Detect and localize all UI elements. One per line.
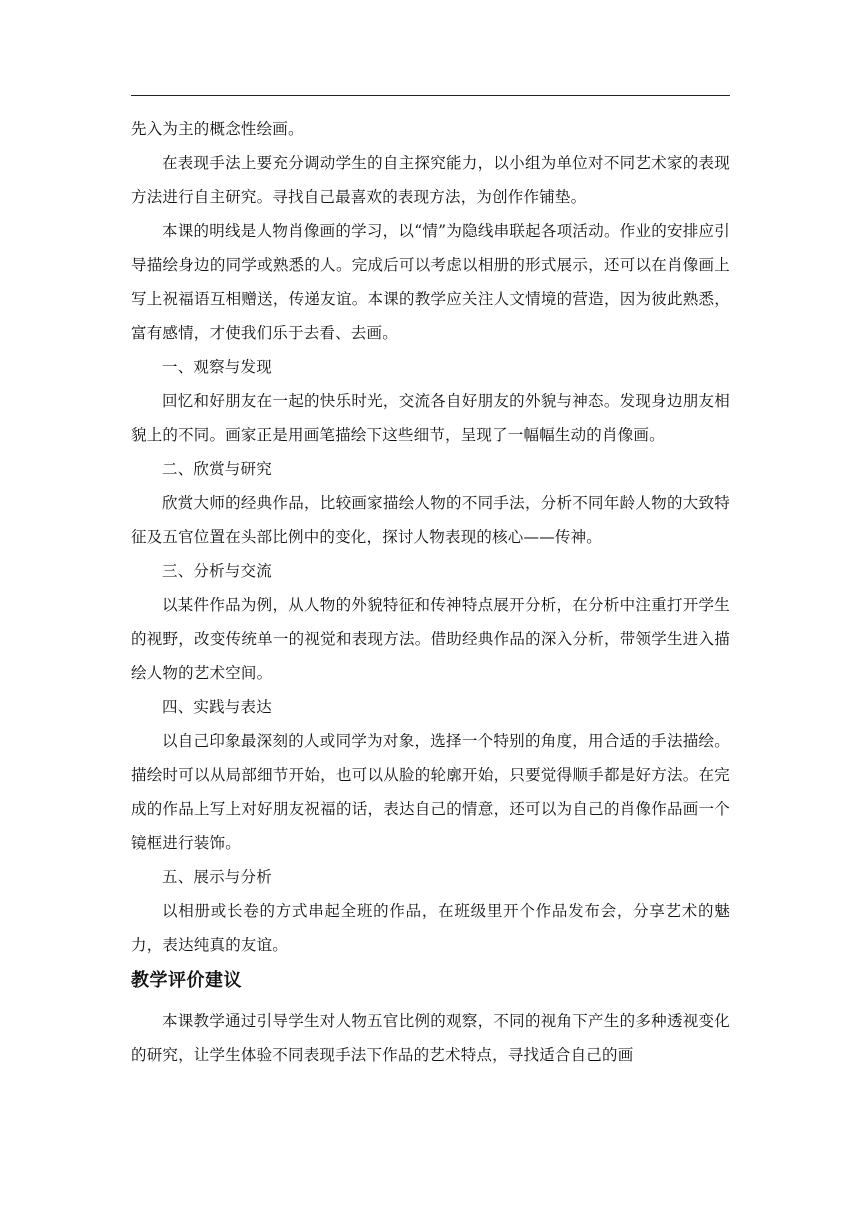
paragraph-continuation: 先入为主的概念性绘画。 bbox=[131, 120, 304, 138]
document-body bbox=[131, 112, 730, 1072]
header-rule bbox=[131, 95, 730, 96]
paragraph-observe-discover: 回忆和好朋友在一起的快乐时光，交流各自好朋友的外貌与神态。发现身边朋友相貌上的不同。画家正是用画笔描绘下这些细节，呈现了一幅幅生动的肖像画。 bbox=[131, 392, 730, 444]
subheading-appreciate-study: 二、欣赏与研究 bbox=[162, 460, 272, 478]
paragraph-analyze-exchange: 以某件作品为例，从人物的外貌特征和传神特点展开分析，在分析中注重打开学生的视野，改变传统单一的视觉和表现方法。借助经典作品的深入分析，带领学生进入描绘人物的艺术空间。 bbox=[131, 596, 730, 682]
subheading-practice-express: 四、实践与表达 bbox=[162, 698, 272, 716]
paragraph-evaluation: 本课教学通过引导学生对人物五官比例的观察，不同的视角下产生的多种透视变化的研究，让学生体验不同表现手法下作品的艺术特点，寻找适合自己的画 bbox=[131, 1012, 730, 1064]
paragraph-appreciate-study: 欣赏大师的经典作品，比较画家描绘人物的不同手法，分析不同年龄人物的大致特征及五官位置在头部比例中的变化，探讨人物表现的核心——传神。 bbox=[131, 494, 730, 546]
subheading-display-analyze: 五、展示与分析 bbox=[162, 868, 272, 886]
paragraph-expression-methods: 在表现手法上要充分调动学生的自主探究能力，以小组为单位对不同艺术家的表现方法进行自主研究。寻找自己最喜欢的表现方法，为创作作铺垫。 bbox=[131, 154, 730, 206]
paragraph-practice-express: 以自己印象最深刻的人或同学为对象，选择一个特别的角度，用合适的手法描绘。描绘时可以从局部细节开始，也可以从脸的轮廓开始，只要觉得顺手都是好方法。在完成的作品上写上对好朋友祝福的话，表达自己的情意，还可以为自己的肖像作品画一个镜框进行装饰。 bbox=[131, 732, 730, 852]
subheading-observe-discover: 一、观察与发现 bbox=[162, 358, 272, 376]
section-heading-evaluation: 教学评价建议 bbox=[131, 970, 242, 991]
paragraph-display-analyze: 以相册或长卷的方式串起全班的作品，在班级里开个作品发布会，分享艺术的魅力，表达纯真的友谊。 bbox=[131, 902, 730, 954]
subheading-analyze-exchange: 三、分析与交流 bbox=[162, 562, 272, 580]
paragraph-main-thread: 本课的明线是人物肖像画的学习，以“情”为隐线串联起各项活动。作业的安排应引导描绘身边的同学或熟悉的人。完成后可以考虑以相册的形式展示，还可以在肖像画上写上祝福语互相赠送，传递友谊。本课的教学应关注人文情境的营造，因为彼此熟悉，富有感情，才使我们乐于去看、去画。 bbox=[131, 222, 730, 342]
